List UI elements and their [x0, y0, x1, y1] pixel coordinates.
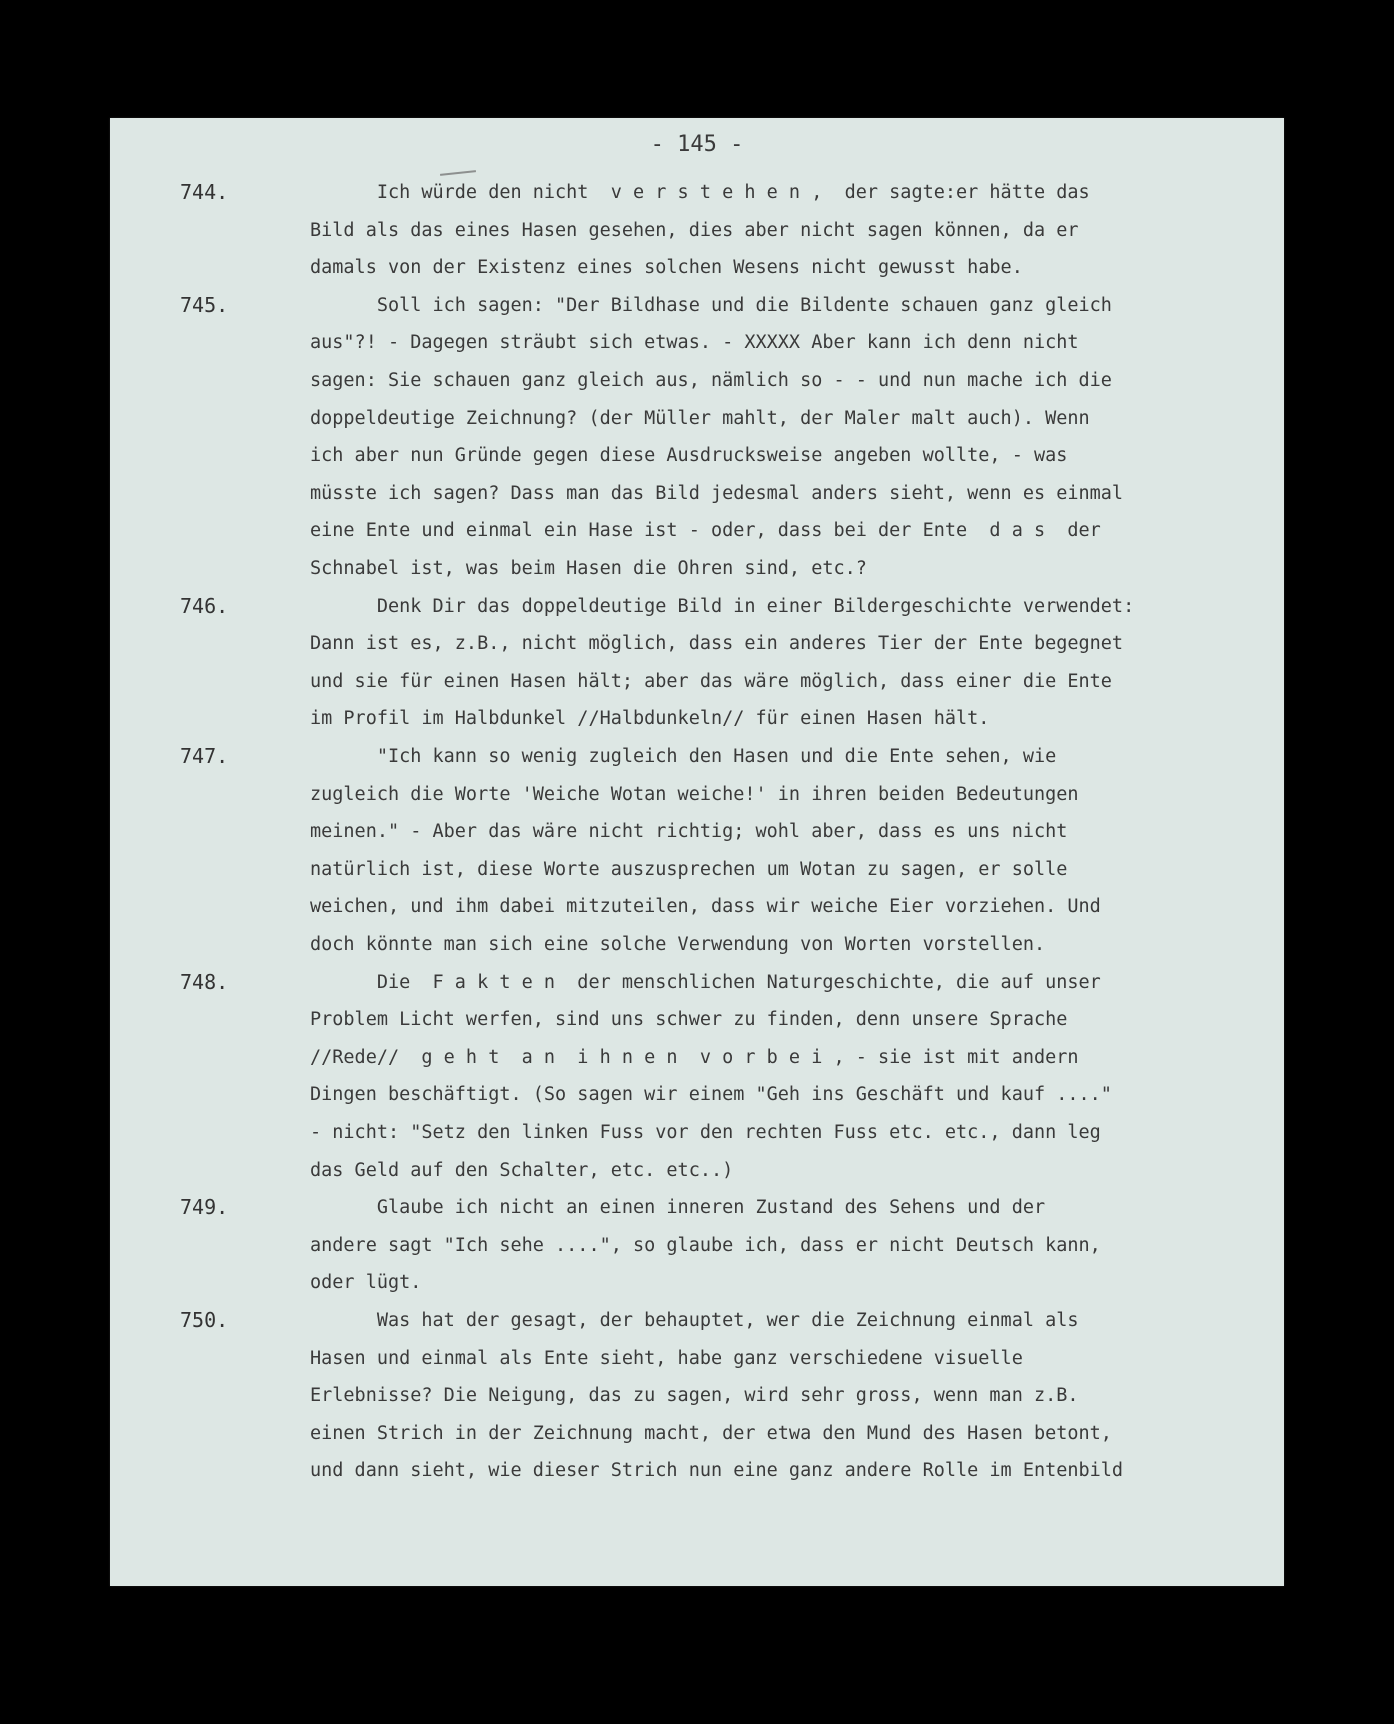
entry-number: 748. [180, 969, 229, 994]
text-line: und sie für einen Hasen hält; aber das wäre möglich, dass einer die Ente [310, 670, 1112, 692]
entry-text [310, 1302, 1268, 1490]
text-line: müsste ich sagen? Dass man das Bild jedesmal anders sieht, wenn es einmal [310, 482, 1124, 504]
text-line: doch könnte man sich eine solche Verwendung von Worten vorstellen. [310, 933, 1046, 955]
entry-text [310, 174, 1268, 287]
entry-number: 744. [180, 180, 229, 204]
text-line: "Ich kann so wenig zugleich den Hasen und die Ente sehen, wie [310, 746, 1057, 767]
entry-text [310, 1189, 1268, 1302]
text-line: einen Strich in der Zeichnung macht, der etwa den Mund des Hasen betont, [310, 1422, 1112, 1444]
text-line: weichen, und ihm dabei mitzuteilen, dass wir weiche Eier vorziehen. Und [310, 896, 1101, 918]
text-line: Dann ist es, z.B., nicht möglich, dass ein anderes Tier der Ente begegnet [310, 633, 1124, 655]
entry-text [310, 588, 1268, 738]
entry-text [310, 964, 1268, 1190]
entry-number: 750. [180, 1308, 229, 1332]
text-line: Erlebnisse? Die Neigung, das zu sagen, wird sehr gross, wenn man z.B. [310, 1385, 1079, 1407]
text-line: Problem Licht werfen, sind uns schwer zu finden, denn unsere Sprache [310, 1009, 1068, 1031]
entry-text [310, 287, 1268, 588]
text-line: doppeldeutige Zeichnung? (der Müller mahlt, der Maler malt auch). Wenn [310, 407, 1090, 429]
text-line: aus"?! - Dagegen sträubt sich etwas. - XXXXX Aber kann ich denn nicht [310, 332, 1079, 354]
text-line: Dingen beschäftigt. (So sagen wir einem "Geh ins Geschäft und kauf ...." [310, 1084, 1112, 1106]
text-line: sagen: Sie schauen ganz gleich aus, nämlich so - - und nun mache ich die [310, 369, 1112, 391]
text-line: Was hat der gesagt, der behauptet, wer die Zeichnung einmal als [310, 1310, 1079, 1331]
text-line: natürlich ist, diese Worte auszusprechen um Wotan zu sagen, er solle [310, 858, 1068, 880]
entry-text [310, 738, 1268, 964]
text-line: zugleich die Worte 'Weiche Wotan weiche!' in ihren beiden Bedeutungen [310, 783, 1079, 805]
text-line: //Rede// g e h t a n i h n e n v o r b e i , - sie ist mit andern [310, 1046, 1079, 1068]
text-line: oder lügt. [310, 1272, 422, 1294]
document-page [110, 118, 1284, 1586]
text-line: Soll ich sagen: "Der Bildhase und die Bildente schauen ganz gleich [310, 294, 1112, 316]
text-line: Hasen und einmal als Ente sieht, habe ganz verschiedene visuelle [310, 1347, 1023, 1369]
text-line: andere sagt "Ich sehe ....", so glaube ich, dass er nicht Deutsch kann, [310, 1234, 1101, 1256]
text-line: ich aber nun Gründe gegen diese Ausdrucksweise angeben wollte, - was [310, 445, 1068, 467]
entry-number: 745. [180, 292, 229, 317]
text-line: damals von der Existenz eines solchen Wesens nicht gewusst habe. [310, 257, 1023, 279]
text-line: das Geld auf den Schalter, etc. etc..) [310, 1159, 734, 1181]
entry-number: 746. [180, 593, 229, 618]
text-line: Die F a k t e n der menschlichen Naturgeschichte, die auf unser [310, 971, 1101, 993]
text-line: Ich würde den nicht v e r s t e h e n , der sagte:er hätte das [310, 182, 1090, 203]
page-number: - 145 - [650, 132, 744, 157]
text-line: Schnabel ist, was beim Hasen die Ohren sind, etc.? [310, 557, 867, 579]
entry-number: 749. [180, 1195, 229, 1220]
text-line: eine Ente und einmal ein Hase ist - oder, dass bei der Ente d a s der [310, 520, 1101, 542]
text-line: meinen." - Aber das wäre nicht richtig; wohl aber, dass es uns nicht [310, 821, 1068, 843]
text-line: Glaube ich nicht an einen inneren Zustand des Sehens und der [310, 1197, 1046, 1219]
text-line: im Profil im Halbdunkel //Halbdunkeln// für einen Hasen hält. [310, 708, 990, 730]
text-line: Bild als das eines Hasen gesehen, dies aber nicht sagen können, da er [310, 219, 1079, 241]
text-line: - nicht: "Setz den linken Fuss vor den rechten Fuss etc. etc., dann leg [310, 1121, 1101, 1143]
text-line: und dann sieht, wie dieser Strich nun eine ganz andere Rolle im Entenbild [310, 1460, 1124, 1482]
entry-number: 747. [180, 744, 229, 768]
text-line: Denk Dir das doppeldeutige Bild in einer Bildergeschichte verwendet: [310, 595, 1135, 617]
